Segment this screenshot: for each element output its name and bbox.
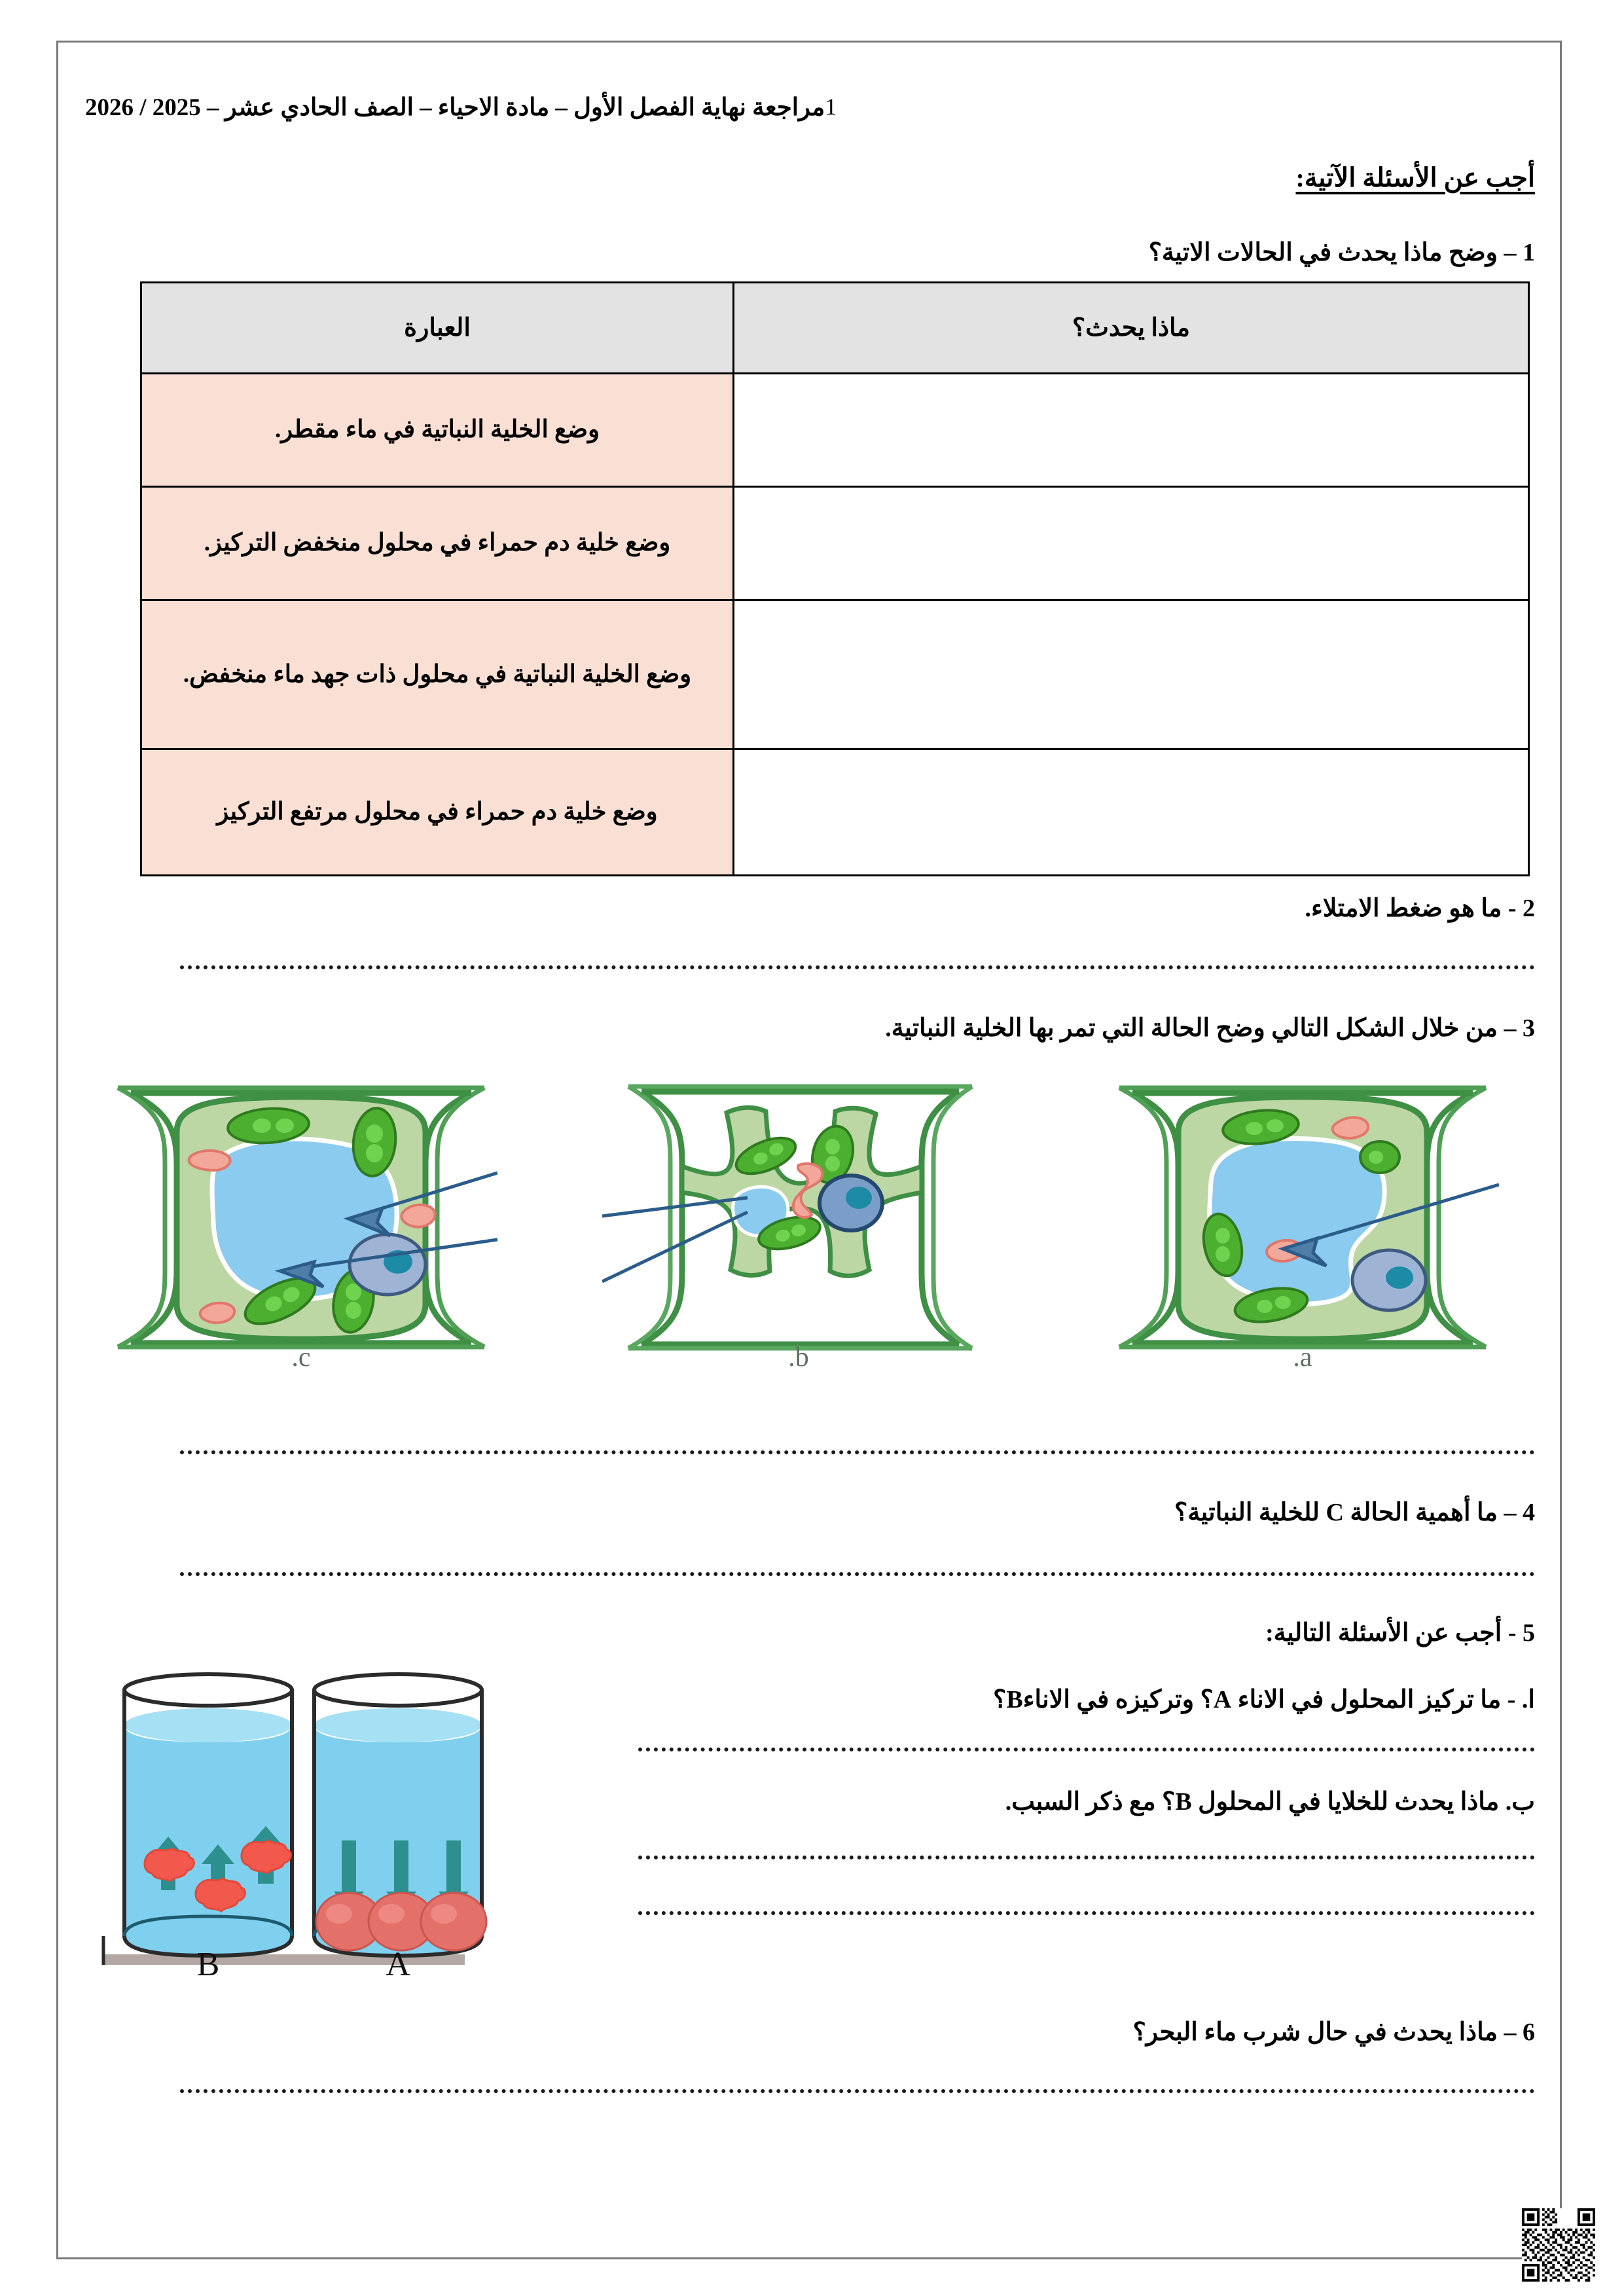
answer-line-q5b-2[interactable] bbox=[638, 1905, 1535, 1915]
statement-cell-4: وضع خلية دم حمراء في محلول مرتفع التركيز bbox=[141, 749, 734, 876]
cell-caption-a: .a bbox=[1293, 1342, 1312, 1372]
header-title: مراجعة نهاية الفصل الأول – مادة الاحياء – الصف الحادي عشر – 2025 / 2026 bbox=[85, 94, 825, 121]
plant-cell-turgid-a bbox=[1106, 1073, 1499, 1372]
table-header-row bbox=[141, 283, 1529, 374]
qr-code bbox=[1522, 2208, 1595, 2282]
plant-cell-diagram-b-icon bbox=[602, 1073, 995, 1361]
table-row bbox=[141, 487, 1529, 600]
instruction-heading: أجب عن الأسئلة الآتية: bbox=[1295, 163, 1535, 192]
table-header-statement: العبارة bbox=[141, 283, 734, 374]
answer-line-q4[interactable] bbox=[180, 1566, 1535, 1576]
beaker-label-a: A bbox=[386, 1946, 410, 1977]
question-6-text: 6 – ماذا يحدث في حال شرب ماء البحر؟ bbox=[1132, 2018, 1535, 2046]
plant-cell-plasmolysed-b bbox=[602, 1073, 995, 1372]
statement-cell-2: وضع خلية دم حمراء في محلول منخفض التركيز. bbox=[141, 487, 734, 600]
table-header-answer: ماذا يحدث؟ bbox=[734, 283, 1529, 374]
statement-cell-1: وضع الخلية النباتية في ماء مقطر. bbox=[141, 374, 734, 487]
plant-cell-figure-group bbox=[85, 1067, 1535, 1394]
plant-cell-turgid-c bbox=[105, 1073, 497, 1372]
document-header bbox=[85, 93, 1535, 122]
question-5-text: 5 - أجب عن الأسئلة التالية: bbox=[1265, 1619, 1535, 1647]
question-1-text: 1 – وضح ماذا يحدث في الحالات الاتية؟ bbox=[1148, 239, 1535, 266]
answer-line-q2[interactable] bbox=[180, 959, 1535, 969]
answer-cell-3[interactable] bbox=[734, 600, 1529, 749]
cell-caption-b: .b bbox=[788, 1342, 809, 1372]
answer-line-q3[interactable] bbox=[180, 1444, 1535, 1454]
question-5a-text: ا. - ما تركيز المحلول في الاناء A؟ وتركيزه في الاناءB؟ bbox=[993, 1686, 1535, 1713]
beaker-experiment-figure bbox=[98, 1662, 517, 1977]
page-number: 1 bbox=[825, 94, 837, 120]
question-2-text: 2 - ما هو ضغط الامتلاء. bbox=[1305, 895, 1535, 922]
beaker-b bbox=[124, 1674, 292, 1977]
answer-line-q6[interactable] bbox=[180, 2083, 1535, 2093]
beaker-a bbox=[314, 1674, 486, 1977]
question-3-text: 3 – من خلال الشكل التالي وضح الحالة التي تمر بها الخلية النباتية. bbox=[885, 1014, 1535, 1042]
cell-caption-c: .c bbox=[291, 1342, 311, 1372]
table-row bbox=[141, 600, 1529, 749]
answer-cell-2[interactable] bbox=[734, 487, 1529, 600]
plant-cell-diagram-c-icon bbox=[105, 1073, 497, 1361]
statement-cell-3: وضع الخلية النباتية في محلول ذات جهد ماء منخفض. bbox=[141, 600, 734, 749]
answer-cell-4[interactable] bbox=[734, 749, 1529, 876]
question-4-text: 4 – ما أهمية الحالة C للخلية النباتية؟ bbox=[1174, 1499, 1535, 1526]
table-row bbox=[141, 374, 1529, 487]
answer-line-q5a[interactable] bbox=[638, 1741, 1535, 1751]
answer-line-q5b-1[interactable] bbox=[638, 1849, 1535, 1859]
swollen-cell-group bbox=[316, 1840, 486, 1950]
states-table bbox=[140, 281, 1530, 876]
answer-cell-1[interactable] bbox=[734, 374, 1529, 487]
question-5b-text: ب. ماذا يحدث للخلايا في المحلول B؟ مع ذكر السبب. bbox=[1005, 1788, 1535, 1816]
beakers-diagram-icon bbox=[98, 1662, 517, 1977]
beaker-label-b: B bbox=[196, 1946, 220, 1977]
table-row bbox=[141, 749, 1529, 876]
plant-cell-diagram-a-icon bbox=[1106, 1073, 1499, 1361]
